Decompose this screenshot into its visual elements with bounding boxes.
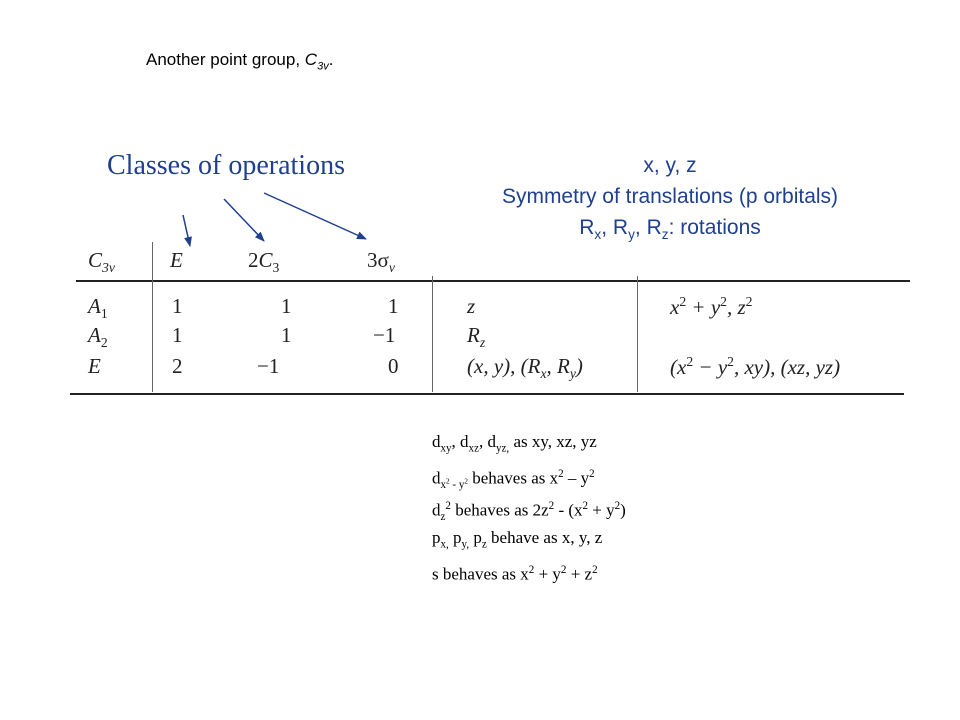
char-A1-E: 1: [172, 294, 183, 318]
char-A2-E: 1: [172, 323, 183, 347]
irrep-A1: $A_1$: [88, 294, 108, 322]
rot-r1: R: [579, 216, 595, 239]
irrep-E: E: [88, 354, 101, 378]
table-divider-1: [152, 242, 153, 392]
char-A1-2C3: 1: [281, 294, 292, 318]
table-divider-2: [432, 276, 433, 392]
rot-s2: y: [628, 227, 635, 243]
annotation-line-1: x, y, z: [643, 154, 697, 177]
char-A2-3sigma: −1: [373, 323, 396, 347]
rot-s1: x: [594, 227, 602, 243]
note-p-orbitals: $p_{x,}$ $p_{y,}$ $p_z$ behave as x, y, z: [432, 528, 603, 551]
rot-r3: R: [646, 216, 662, 239]
char-E-3sigma: 0: [388, 354, 399, 378]
header-group: $C_{3v}$: [88, 248, 115, 276]
linear-A2: $R_z$: [467, 323, 486, 351]
char-A2-2C3: 1: [281, 323, 292, 347]
title-group-sub: 3v: [317, 60, 329, 73]
annotation-line-2: Symmetry of translations (p orbitals): [501, 185, 839, 208]
table-divider-3: [637, 276, 638, 392]
char-E-E: 2: [172, 354, 183, 378]
quadratic-E: ($x^2 - y^2$, xy), (xz, yz): [670, 354, 841, 379]
header-op-3sigma: $3\sigma_v$: [367, 248, 395, 276]
table-header-rule: [76, 280, 910, 282]
rot-sep2: ,: [634, 216, 647, 239]
linear-A1: z: [467, 294, 476, 318]
header-op-2C3: $2C_3$: [248, 248, 280, 276]
rot-tail: : rotations: [668, 216, 761, 239]
classes-label: Classes of operations: [107, 150, 345, 181]
arrow-to-3sigma: [264, 193, 366, 239]
arrow-to-2C3: [224, 199, 264, 241]
note-dxy: $d_{xy}$, $d_{xz}$, $d_{yz,}$ as xy, xz, yz: [432, 432, 597, 455]
rot-s3: z: [661, 227, 669, 243]
note-dz2: $d_z^2$ behaves as $2z^2 - (x^2 + y^2)$: [432, 500, 626, 524]
rot-r2: R: [612, 216, 629, 239]
note-s-orbital: s behaves as $x^2 + y^2 + z^2$: [432, 564, 598, 584]
irrep-A2: $A_2$: [88, 323, 108, 351]
character-table: [70, 238, 910, 398]
quadratic-A1: $x^2 + y^2$, $z^2$: [670, 294, 753, 319]
title-prefix: Another point group,: [146, 50, 305, 69]
char-A1-3sigma: 1: [388, 294, 399, 318]
table-bottom-rule: [70, 393, 904, 395]
title-suffix: .: [328, 50, 334, 69]
linear-E: (x, y), ($R_x$, $R_y$): [467, 354, 583, 382]
char-E-2C3: −1: [257, 354, 280, 378]
rot-sep1: ,: [601, 216, 613, 239]
header-op-E: E: [170, 248, 183, 272]
title-group: C: [304, 50, 318, 69]
orbital-notes: [432, 432, 626, 592]
note-dx2y2: $d_{x^2 - y^2}$ behaves as $x^2 - y^2$: [432, 468, 595, 492]
